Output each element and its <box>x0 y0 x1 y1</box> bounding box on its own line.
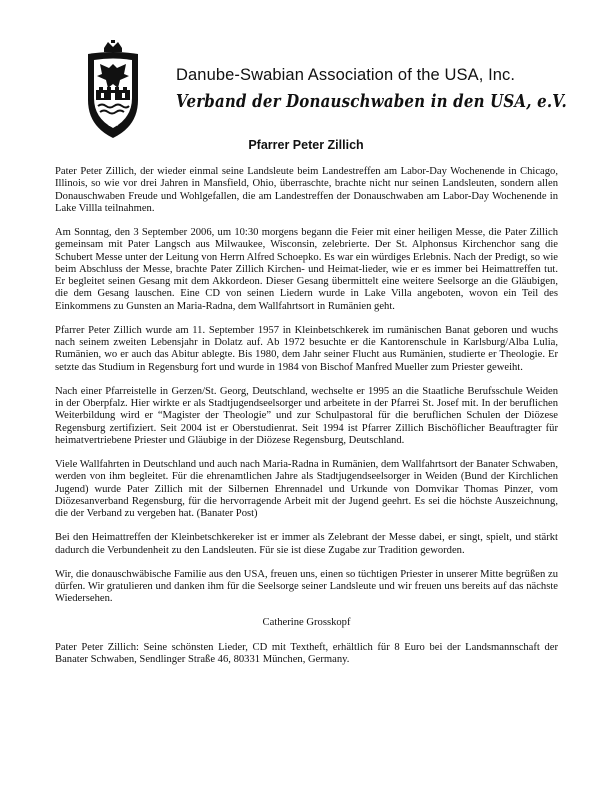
eagle-crest-seal-icon <box>82 40 144 140</box>
paragraph: Am Sonntag, den 3 September 2006, um 10:30 morgens begann die Feier mit einer heiligen Messe, die Pater Zillich gemeinsam mit Pater Langsch aus Milwaukee, Wisconsin, zelebrierte. Der St. Alphonsus Kirchenchor sang die Schubert Messe unter der Leitung von Herrn Alfred Schoepko. Es war ein würdiges Erlebnis. Nach der Predigt, so wie beim Abschluss der Messe, brachte Pater Zillich Kirchen- und Heimat-lieder, wie er es immer bei Heimattreffen tut. Er begleitet seinen Gesang mit dem Akkordeon. Dieser Gesang übermittelt eine weitere Seelsorge an die Gläubigen, die dem Gesang lauschen. Eine CD von seinen Liedern wurde in Lake Villa angeboten, wovon ein Teil des Einkommens zu Gunsten an Maria-Radna, dem Wallfahrtsort in Rumänien geht. <box>55 226 558 312</box>
footer-note: Pater Peter Zillich: Seine schönsten Lieder, CD mit Textheft, erhältlich für 8 Euro bei der Landsmannschaft der Banater Schwaben, Sendlinger Straße 46, 80331 München, Germany. <box>55 641 558 665</box>
paragraph: Pater Peter Zillich, der wieder einmal seine Landsleute beim Landestreffen am Labor-Day Wochenende in Chicago, Illinois, so wie vor drei Jahren in Mansfield, Ohio, überraschte, brachte nicht nur seinen Landsleuten, sondern allen Donauschwaben Freude und Wohlgefallen, die am Landestreffen der Donauschwaben am Labor-Day Wochenende in Lake Villla teilnahmen. <box>55 166 558 214</box>
paragraph: Wir, die donauschwäbische Familie aus den USA, freuen uns, einen so tüchtigen Priester in unserer Mitte begrüßen zu dürfen. Wir gratulieren und danken ihm für die Seelsorge seiner Landsleute und wir freuen uns bereits auf das nächste Wiedersehen. <box>55 568 558 605</box>
paragraph: Pfarrer Peter Zillich wurde am 11. September 1957 in Kleinbetschkerek im rumänischen Banat geboren und wuchs nach seinem zweiten Lebensjahr in Dolatz auf. Ab 1972 besuchte er die Kantorenschule in Karlsburg/Alba Lulia, Rumänien, wo er auch das Abitur ablegte. Bis 1980, dem Jahr seiner Flucht aus Rumänien, studierte er Theologie. Er setzte das Studium in Regensburg fort und wurde in 1984 von Bischof Manfred Mueller zum Priester geweiht. <box>55 324 558 373</box>
paragraph: Nach einer Pfarreistelle in Gerzen/St. Georg, Deutschland, wechselte er 1995 an die Staatliche Berufsschule Weiden in der Oberpfalz. Hier wirkte er als Stadtjugendseelsorger und arbeitete in der Pfarrei St. Josef mit. In der beruflichen Weiterbildung wird er “Magister der Theologie” und zur Schulpastoral für die beruflichen Schulen der Diözese Regensburg zertifiziert. Seit 2004 ist er Oberstudienrat. Seit 1994 ist Pfarrer Zillich Bischöflicher Beauftragter für heimatvertriebene Priester und Gläubige in der Diözese Regensburg, Deutschland. <box>55 385 558 447</box>
paragraph: Bei den Heimattreffen der Kleinbetschkereker ist er immer als Zelebrant der Messe dabei, er singt, spielt, und stärkt dadurch die Verbundenheit zu den Landsleuten. Für sie ist diese Zugabe zur Tradition geworden. <box>55 532 558 556</box>
paragraph: Viele Wallfahrten in Deutschland und auch nach Maria-Radna in Rumänien, dem Wallfahrtsort der Banater Schwaben, werden von ihm begleitet. Für die ehrenamtlichen Jahre als Stadtjugendseelsorger in Weiden (Bund der Kirchlichen Jugend) wurde Pater Zillich mit der Silbernen Ehrennadel und Urkunde von Domvikar Thomas Pinzer, vom Diözesanverband Regensburg, für die hervorragende Arbeit mit der Jugend geehrt. Es sei die höchste Auszeichnung, die der Verband zu vergeben hat. (Banater Post) <box>55 459 558 520</box>
article-body <box>55 166 558 678</box>
article-title: Pfarrer Peter Zillich <box>248 138 364 152</box>
author-signature: Catherine Grosskopf <box>262 617 351 629</box>
organization-name-english: Danube-Swabian Association of the USA, Inc. <box>176 66 516 84</box>
svg-text:USA: USA <box>108 122 118 127</box>
organization-name-german: Verband der Donauschwaben in den USA, e.V. <box>176 90 567 112</box>
